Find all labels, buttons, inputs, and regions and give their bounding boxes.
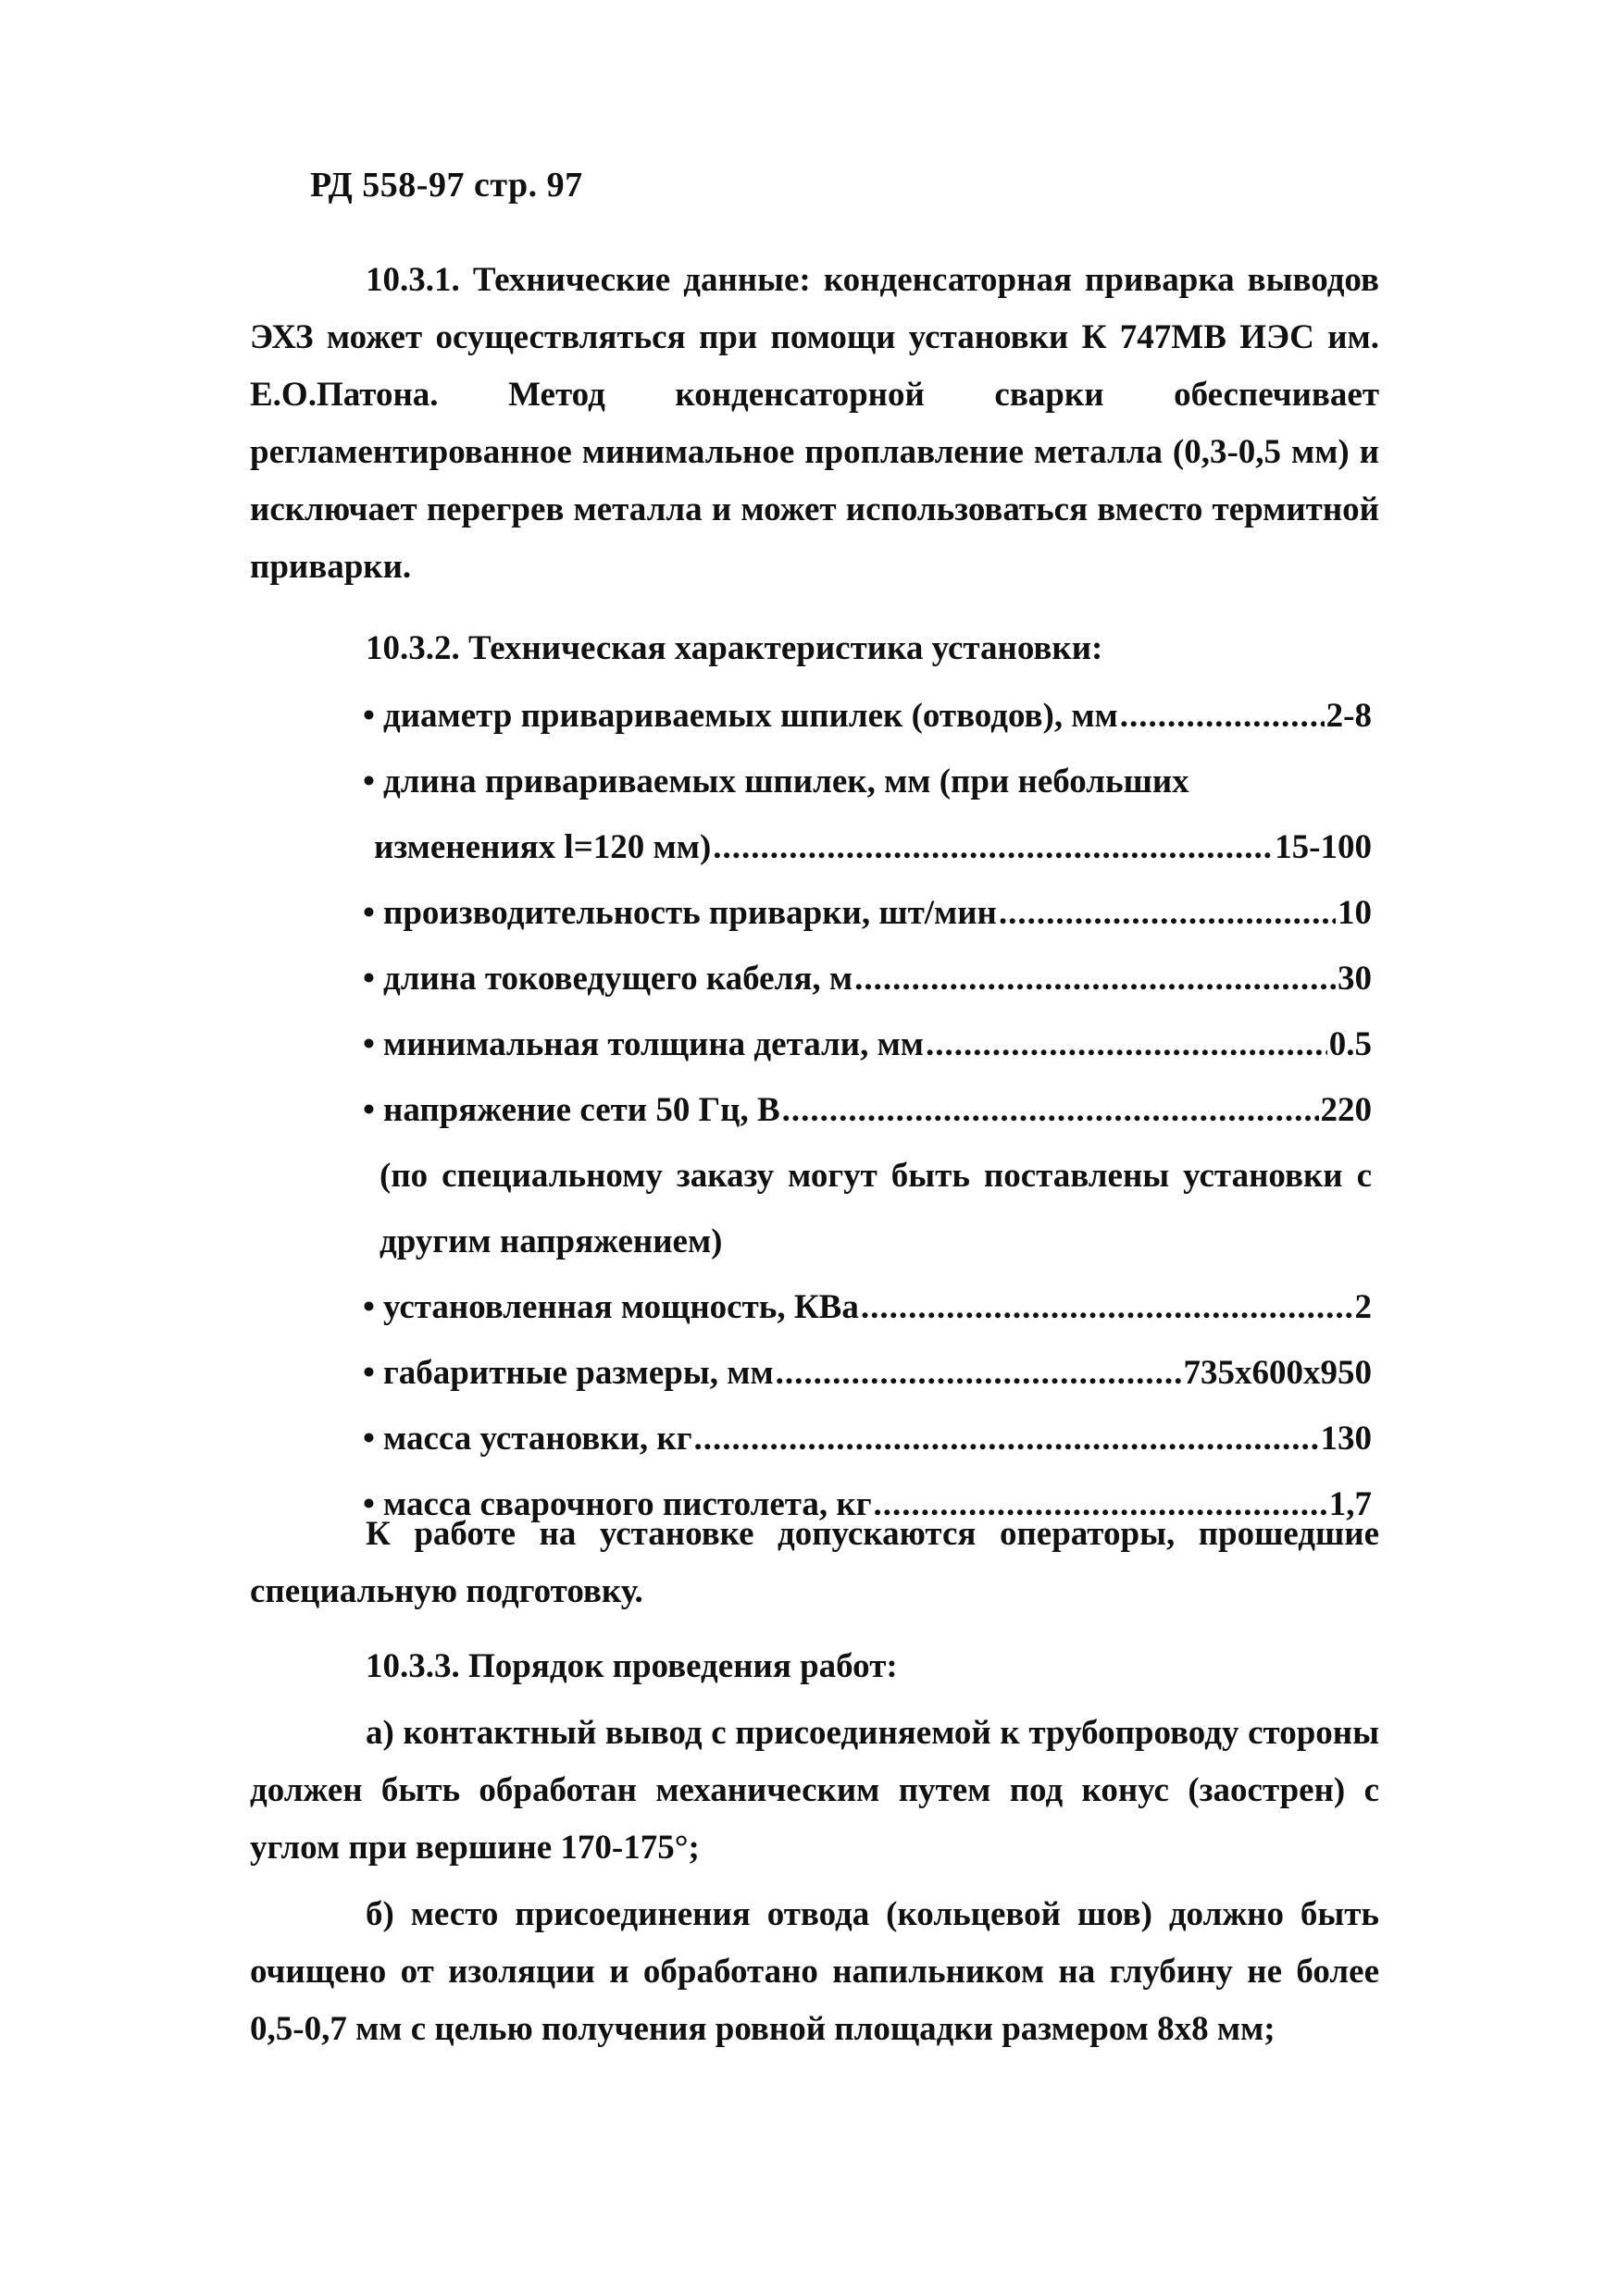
item-b-text: б) место присоединения отвода (кольцевой шов) должно быть очищено от изоляции и обработано напильником на глубину не более 0,5-0,7 мм с целью получения ровной площадки размером 8х8 мм; — [250, 1895, 1379, 2048]
operators-text: К работе на установке допускаются операторы, прошедшие специальную подготовку. — [250, 1515, 1379, 1610]
bullet-icon: • — [363, 1420, 375, 1458]
section-10-3-1-text: 10.3.1. Технические данные: конденсаторная приварка выводов ЭХЗ может осуществляться при помощи установки К 747МВ ИЭС им. Е.О.Патона. Метод конденсаторной сварки обеспечивает регламентированное минимальное проплавление металла (0,3-0,5 мм) и исключает перегрев металла и может использоваться вместо термитной приварки. — [250, 261, 1379, 586]
spec-label: производительность приварки, шт/мин — [383, 894, 997, 932]
spec-value: 220 — [1320, 1091, 1372, 1129]
spec-note: (по специальному заказу могут быть поставлены установки с другим напряжением) — [380, 1157, 1372, 1260]
bullet-icon: • — [363, 960, 375, 998]
spec-item — [363, 946, 1372, 1011]
dot-leader — [861, 1274, 1353, 1340]
operators-block — [250, 1506, 1379, 1620]
spec-value: 735х600х950 — [1183, 1354, 1372, 1392]
spec-label: установленная мощность, КВа — [383, 1288, 859, 1326]
spec-value: 15-100 — [1275, 828, 1372, 866]
spec-item — [363, 1011, 1372, 1077]
spec-value: 30 — [1338, 960, 1372, 998]
section-10-3-1 — [250, 252, 1379, 596]
section-10-3-3-heading: 10.3.3. Порядок проведения работ: — [366, 1647, 898, 1685]
spec-label-continued: изменениях l=120 мм) — [374, 828, 712, 866]
spec-value: 2-8 — [1326, 697, 1372, 735]
dot-leader — [713, 814, 1273, 880]
spec-label: длина привариваемых шпилек, мм (при небольших — [383, 763, 1189, 800]
item-a-text: а) контактный вывод с присоединяемой к трубопроводу стороны должен быть обработан механическим путем под конус (заострен) с углом при вершине 170-175°; — [250, 1714, 1379, 1867]
spec-value: 1,7 — [1328, 1485, 1372, 1523]
dot-leader — [694, 1406, 1319, 1471]
spec-label: диаметр привариваемых шпилек (отводов), мм — [383, 697, 1118, 735]
spec-item — [363, 880, 1372, 946]
dot-leader — [926, 1011, 1327, 1077]
bullet-icon: • — [363, 894, 375, 932]
dot-leader — [854, 946, 1336, 1011]
spec-label: минимальная толщина детали, мм — [383, 1025, 924, 1063]
bullet-icon: • — [363, 697, 375, 735]
spec-value: 0.5 — [1328, 1025, 1372, 1063]
section-10-3-3 — [250, 1638, 1379, 2058]
spec-item — [363, 1077, 1372, 1143]
page-header: РД 558-97 стр. 97 — [310, 166, 583, 205]
spec-list-1 — [363, 683, 1372, 1537]
bullet-icon: • — [363, 1091, 375, 1129]
spec-label: масса сварочного пистолета, кг — [383, 1485, 872, 1523]
bullet-icon: • — [363, 1025, 375, 1063]
bullet-icon: • — [363, 1485, 375, 1523]
dot-leader — [776, 1340, 1182, 1406]
bullet-icon: • — [363, 1288, 375, 1326]
dot-leader — [782, 1077, 1319, 1143]
spec-item — [363, 1406, 1372, 1471]
spec-label: напряжение сети 50 Гц, В — [383, 1091, 780, 1129]
spec-item — [363, 683, 1372, 749]
spec-label: длина токоведущего кабеля, м — [383, 960, 853, 998]
spec-item — [363, 1340, 1372, 1406]
spec-value: 2 — [1354, 1288, 1372, 1326]
section-10-3-2-heading-block — [250, 620, 1379, 677]
section-10-3-2-heading: 10.3.2. Техническая характеристика установки: — [366, 629, 1103, 667]
spec-label: масса установки, кг — [383, 1420, 692, 1458]
spec-value: 130 — [1320, 1420, 1372, 1458]
spec-label: габаритные размеры, мм — [383, 1354, 774, 1392]
spec-item — [363, 1274, 1372, 1340]
dot-leader — [1120, 683, 1325, 749]
dot-leader — [999, 880, 1336, 946]
bullet-icon: • — [363, 1354, 375, 1392]
bullet-icon: • — [363, 763, 375, 800]
spec-item — [363, 749, 1372, 880]
spec-value: 10 — [1338, 894, 1372, 932]
